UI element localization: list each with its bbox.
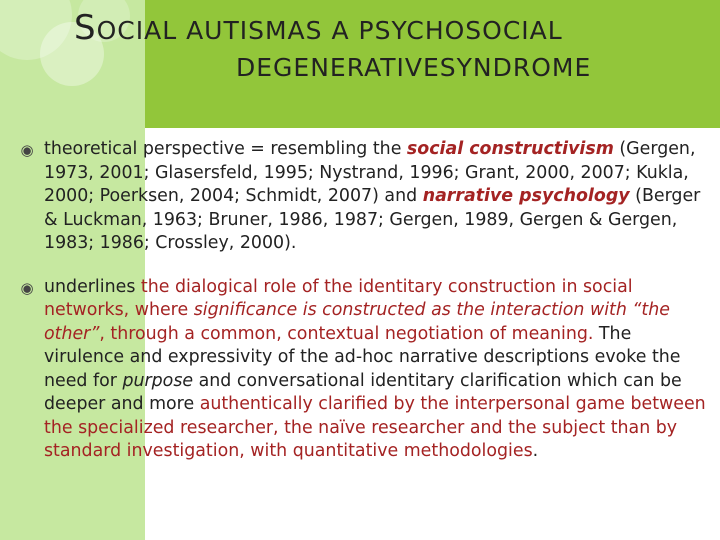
slide-title-line-2: DEGENERATIVESYNDROME bbox=[236, 53, 592, 82]
slide-title-line-1: SOCIAL AUTISMAS A PSYCHOSOCIAL bbox=[74, 8, 563, 48]
text-segment: (Berger & Luckman, 1963; Bruner, 1986, 1987; Gergen, 1989, Gergen & Gergen, 1983; 1986; Crossley, 2000). bbox=[44, 186, 701, 253]
text-segment: and conversational identitary clarification which can be deeper and more bbox=[44, 370, 682, 414]
bullet-text bbox=[44, 277, 706, 462]
text-segment: (Gergen, 1973, 2001; Glasersfeld, 1995; Nystrand, 1996; Grant, 2000, 2007; Kukla, 2000; Poerksen, 2004; Schmidt, 2007) and bbox=[44, 139, 696, 206]
text-segment: , through a common, contextual negotiation of meaning. bbox=[99, 323, 594, 344]
bullet-item bbox=[18, 276, 708, 464]
text-segment: narrative psychology bbox=[422, 186, 630, 206]
text-segment: social constructivism bbox=[406, 139, 614, 159]
target-bullet-icon: ◉ bbox=[20, 278, 34, 297]
bullet-item bbox=[18, 138, 708, 256]
text-segment: . bbox=[532, 441, 539, 461]
text-segment: theoretical perspective = resembling the bbox=[44, 139, 407, 159]
target-bullet-icon: ◉ bbox=[20, 141, 34, 159]
text-segment: underlines bbox=[44, 276, 141, 297]
text-segment: significance is constructed as the interaction with “the other” bbox=[44, 300, 670, 344]
text-segment: purpose bbox=[122, 370, 194, 391]
text-segment: authentically clarified by the interpersonal game between the specialized researcher, the naïve researcher and the subject than by standard investigation, with quantitative methodologies bbox=[44, 394, 706, 461]
bullet-list bbox=[18, 138, 708, 484]
bullet-text bbox=[44, 139, 700, 253]
text-segment: the dialogical role of the identitary construction in social networks, where bbox=[44, 276, 633, 320]
text-segment: The virulence and expressivity of the ad-hoc narrative descriptions evoke the need for bbox=[44, 323, 681, 391]
